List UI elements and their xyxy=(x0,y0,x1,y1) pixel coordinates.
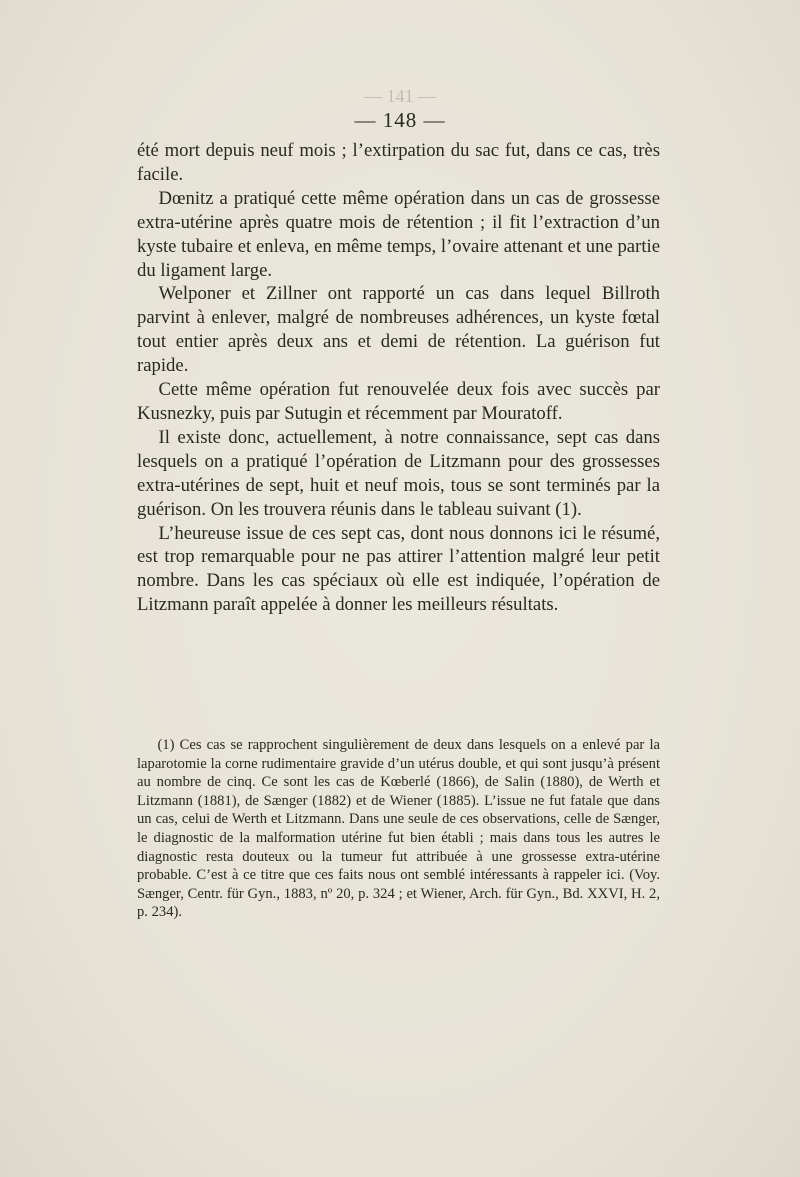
paragraph-3: Welponer et Zillner ont rapporté un cas dans lequel Billroth parvint à enlever, malgré de nombreuses adhérences, un kyste fœtal tout entier après deux ans et demi de rétention. La guérison fut rapide. xyxy=(137,283,660,377)
paragraph-6: L’heureuse issue de ces sept cas, dont nous donnons ici le résumé, est trop remarquable pour ne pas attirer l’attention malgré leur petit nombre. Dans les cas spéciaux où elle est indiquée, l’opération de Litzmann paraît appelée à donner les meilleurs résultats. xyxy=(137,522,660,616)
bleed-through-page-number: — 141 — xyxy=(364,86,436,106)
paragraph-2: Dœnitz a pratiqué cette même opération dans un cas de grossesse extra-utérine après quatre mois de rétention ; il fit l’extraction d’un kyste tubaire et enleva, en même temps, l’ovaire attenant et une partie du ligament large. xyxy=(137,187,660,281)
footnote: (1) Ces cas se rapprochent singulièrement de deux dans lesquels on a enlevé par la laparotomie la corne rudimentaire gravide d’un utérus double, et qui sont jusqu’à présent au nombre de cinq. Ce sont les cas de Kœberlé (1866), de Salin (1880), de Werth et Litzmann (1881), de Sænger (1882) et de Wiener (1885). L’issue ne fut fatale que dans un cas, celui de Werth et Litzmann. Dans une seule de ces observations, celle de Sænger, le diagnostic de la malformation utérine fut bien établi ; mais dans tous les autres le diagnostic resta douteux ou la tumeur fut attribuée à une grossesse extra-utérine probable. C’est à ce titre que ces faits nous ont semblé intéressants à rappeler ici. (Voy. Sænger, Centr. für Gyn., 1883, nº 20, p. 324 ; et Wiener, Arch. für Gyn., Bd. XXVI, H. 2, p. 234). xyxy=(137,737,660,921)
body-text xyxy=(137,139,660,617)
paragraph-5: Il existe donc, actuellement, à notre connaissance, sept cas dans lesquels on a pratiqué l’opération de Litzmann pour des grossesses extra-utérines de sept, huit et neuf mois, tous se sont terminés par la guérison. On les trouvera réunis dans le tableau suivant (1). xyxy=(137,426,660,520)
paragraph-1: été mort depuis neuf mois ; l’extirpation du sac fut, dans ce cas, très facile. xyxy=(137,140,660,185)
paragraph-4: Cette même opération fut renouvelée deux fois avec succès par Kusnezky, puis par Sutugin et récemment par Mouratoff. xyxy=(137,379,660,424)
page-number: — 148 — xyxy=(354,108,446,132)
